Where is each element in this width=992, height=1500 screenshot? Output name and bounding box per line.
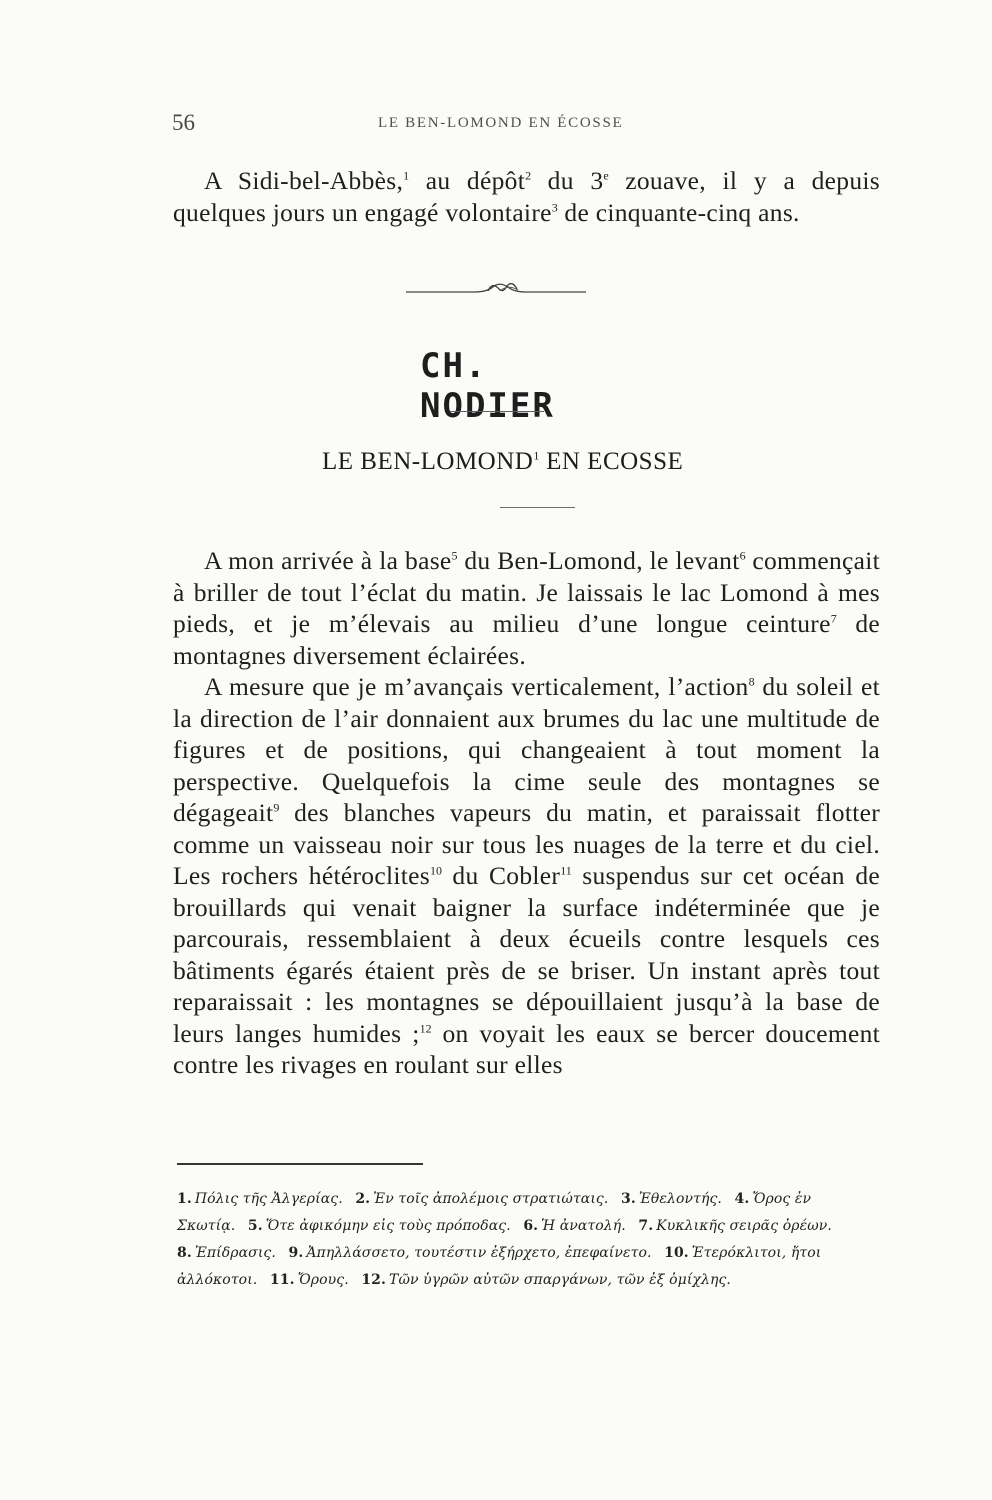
intro-paragraph [173,165,880,228]
footnote: 12. Τῶν ὑγρῶν αὐτῶν σπαργάνων, τῶν ἐξ ὁμίχλης. [361,1272,731,1288]
main-text [173,545,880,1081]
footnote-ref: 1 [533,448,540,463]
footnote: 3. Ἐθελοντής. [621,1191,722,1207]
decorative-ornament-icon [404,280,588,298]
footnote: 7. Κυκλικῆς σειρᾶς ὀρέων. [638,1218,832,1234]
footnote-ref: 1 [403,168,410,183]
footnote: 9. Ἀπηλλάσσετο, τουτέστιν ἐξήρχετο, ἐπεφαίνετο. [288,1245,652,1261]
page-header [168,110,880,140]
footnote-divider [177,1163,423,1165]
footnote: 2. Ἐν τοῖς ἀπολέμοις στρατιώταις. [355,1191,609,1207]
author-name: CH. NODIER [420,346,555,426]
footnote-ref: 11 [560,863,572,878]
divider [500,507,575,508]
chapter-title: LE BEN-LOMOND$^1$ EN ECOSSE [322,448,684,475]
footnote-ref: 7 [830,611,837,626]
footnote-ref: 10 [429,863,442,878]
intro-text: A Sidi-bel-Abbès,$^1$ au dépôt$^2$ du 3e zouave, il y a depuis quelques jours un engagé volontaire$^3$ de cinquante-cinq ans. [173,166,881,227]
footnote-ref: 2 [525,168,532,183]
footnote: 6. Ἡ ἀνατολή. [523,1218,626,1234]
footnote-ref: 6 [739,548,746,563]
footnote-ref: 5 [451,548,458,563]
paragraph-2: A mesure que je m’avançais verticalement, l’action$^8$ du soleil et la direction de l’air donnaient aux brumes du lac une multitude de figures et de positions, qui changeaient à tout moment la perspective. Quelquefois la cime seule des montagnes se dégageait$^9$ des blanches vapeurs du matin, et paraissait flotter comme un vaisseau noir sur tous les nuages de la terre et du ciel. Les rochers hétéroclites$^{10}$ du Cobler$^{11}$ suspendus sur cet océan de brouillards qui venait baigner la surface indéterminée que je parcourais, ressemblaient à deux écueils contre lesquels ces bâtiments égarés étaient près de se briser. Un instant après tout reparaissait : les montagnes se dépouillaient jusqu’à la base de leurs langes humides ;$^{12}$ on voyait les eaux se bercer doucement contre les rivages en roulant sur elles [173,672,881,1079]
footnote-ref: 8 [748,674,755,689]
footnote: 10. Ἑτερόκλιτοι, ἤτοι ἀλλόκοτοι. [177,1245,822,1288]
page-number: 56 [172,110,195,135]
footnote-ref: 12 [419,1021,432,1035]
running-head: LE BEN-LOMOND EN ÉCOSSE [378,115,624,131]
footnote: 8. Ἐπίδρασις. [177,1245,276,1261]
footnote-ref: 9 [273,800,280,815]
footnote: 1. Πόλις τῆς Ἀλγερίας. [177,1191,343,1207]
footnote-ref: 3 [551,200,558,214]
footnotes [177,1186,880,1294]
divider [450,411,544,412]
footnote: 4. Ὄρος ἐν Σκωτίᾳ. [177,1191,812,1234]
ordinal-suffix: e [603,168,609,183]
footnote: 11. Ὄρους. [269,1272,349,1288]
footnote: 5. Ὅτε ἀφικόμην εἰς τοὺς πρόποδας. [247,1218,511,1234]
paragraph-1: A mon arrivée à la base$^5$ du Ben-Lomond, le levant$^6$ commençait à briller de tout l’éclat du matin. Je laissais le lac Lomond à mes pieds, et je m’élevais au milieu d’une longue ceinture$^7$ de montagnes diversement éclairées. [173,546,881,670]
